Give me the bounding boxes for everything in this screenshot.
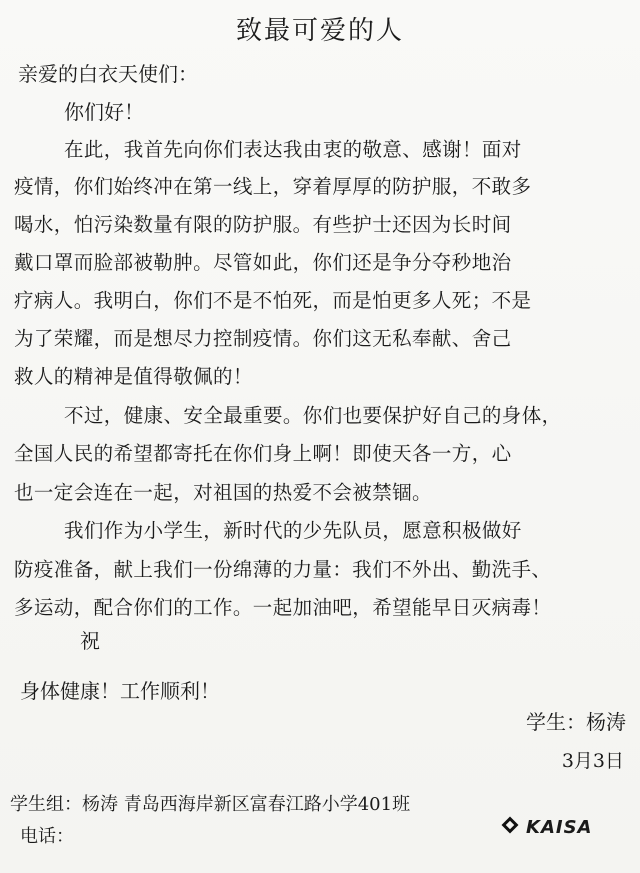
paragraph1-line: 在此，我首先向你们表达我由衷的敬意、感谢！面对 bbox=[64, 138, 522, 161]
brand-name: KAISA bbox=[526, 816, 593, 838]
letter-greeting: 亲爱的白衣天使们： bbox=[18, 62, 198, 86]
paragraph2-line: 也一定会连在一起，对祖国的热爱不会被禁锢。 bbox=[14, 481, 432, 504]
paragraph2-line: 不过，健康、安全最重要。你们也要保护好自己的身体， bbox=[64, 404, 562, 427]
paragraph3-line: 多运动，配合你们的工作。一起加油吧，希望能早日灭病毒！ bbox=[14, 596, 552, 619]
paragraph1-line: 戴口罩而脸部被勒肿。尽管如此，你们还是争分夺秒地治 bbox=[14, 251, 512, 274]
paragraph1-line: 疗病人。我明白，你们不是不怕死，而是怕更多人死；不是 bbox=[14, 289, 532, 312]
letter-title: 致最可爱的人 bbox=[235, 16, 404, 46]
footer-phone: 电话： bbox=[20, 826, 74, 847]
letter-hello: 你们好！ bbox=[64, 100, 144, 124]
letter-date: 3月3日 bbox=[561, 750, 624, 772]
paragraph3-line: 我们作为小学生，新时代的少先队员，愿意积极做好 bbox=[64, 519, 522, 542]
paragraph1-line: 喝水，怕污染数量有限的防护服。有些护士还因为长时间 bbox=[14, 213, 512, 236]
signature: 学生：杨涛 bbox=[526, 710, 626, 734]
paragraph1-line: 疫情，你们始终冲在第一线上，穿着厚厚的防护服，不敢多 bbox=[14, 175, 532, 198]
paragraph2-line: 全国人民的希望都寄托在你们身上啊！即使天各一方，心 bbox=[14, 442, 512, 465]
brand-logo bbox=[502, 816, 632, 838]
paragraph3-line: 防疫准备，献上我们一份绵薄的力量：我们不外出、勤洗手、 bbox=[14, 558, 552, 581]
diamond-logo-icon bbox=[502, 819, 524, 835]
paragraph1-line: 为了荣耀，而是想尽力控制疫情。你们这无私奉献、舍己 bbox=[14, 327, 512, 350]
paragraph1-line: 救人的精神是值得敬佩的！ bbox=[14, 365, 253, 388]
closing-wish: 身体健康！工作顺利！ bbox=[20, 679, 220, 703]
closing-zhu: 祝 bbox=[80, 629, 100, 653]
footer-student-group: 学生组：杨涛 青岛西海岸新区富春江路小学401班 bbox=[10, 794, 411, 815]
